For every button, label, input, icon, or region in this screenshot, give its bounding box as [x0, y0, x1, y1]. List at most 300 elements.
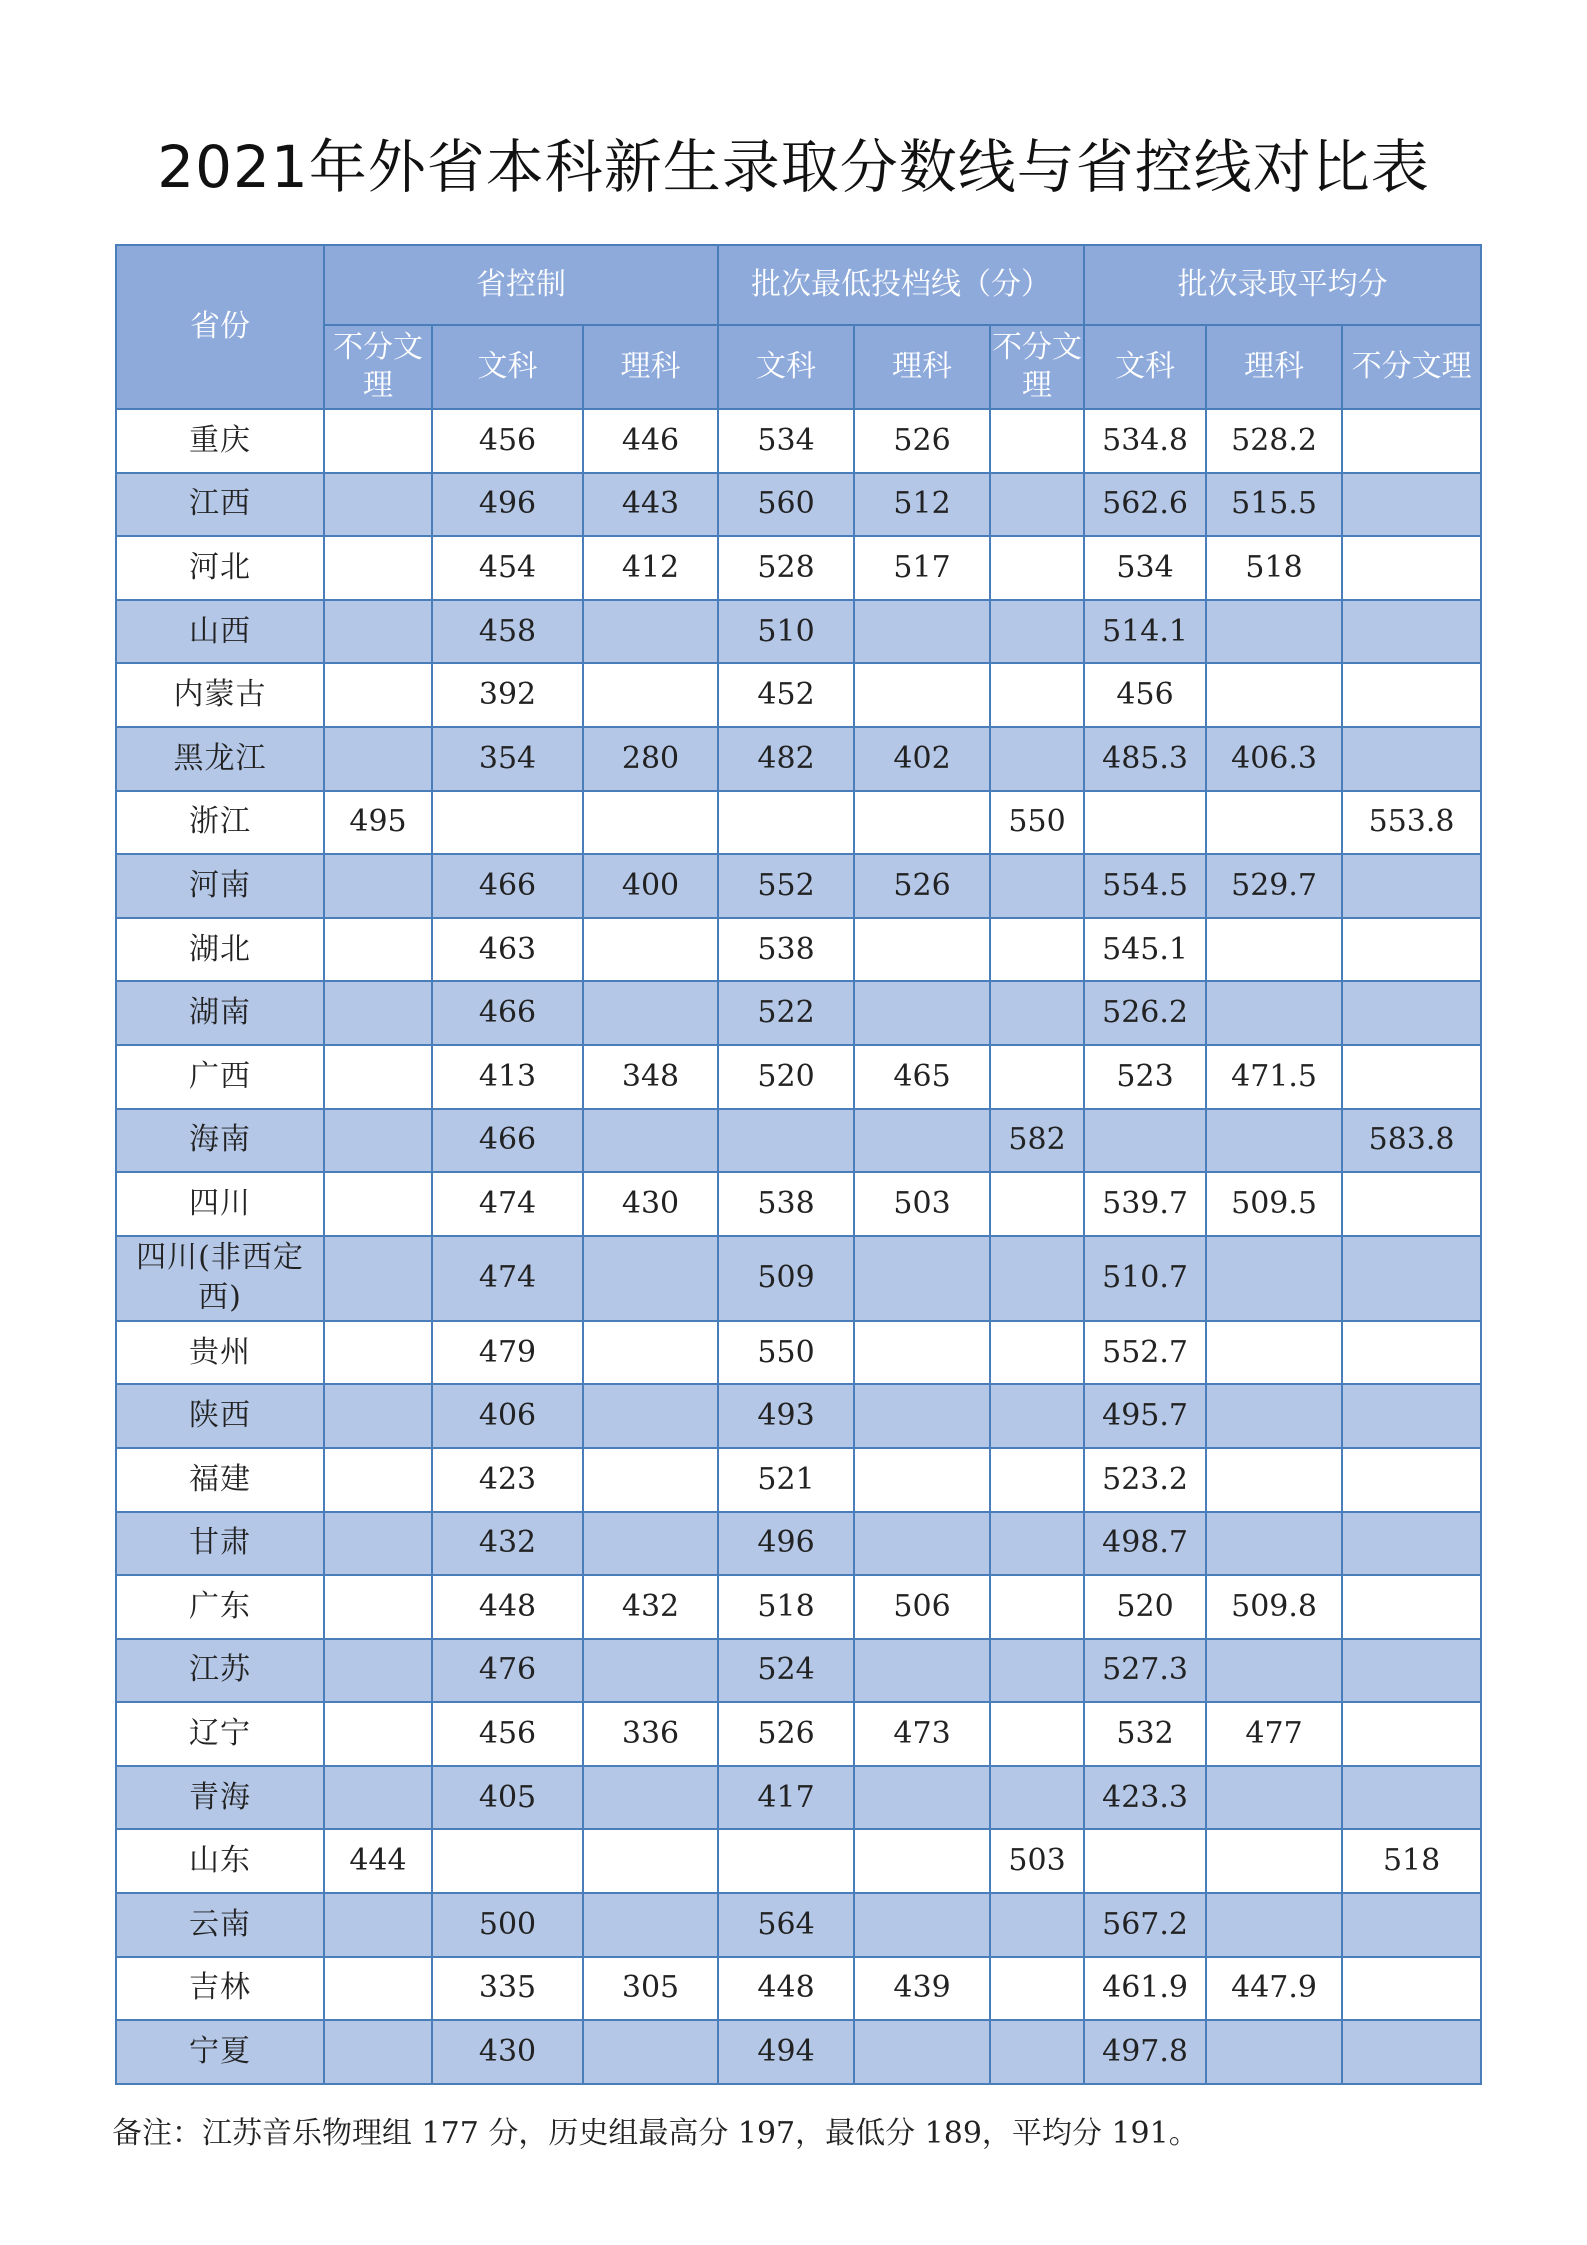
score-cell: 526: [854, 409, 990, 473]
score-cell: 474: [432, 1236, 583, 1321]
score-cell: 582: [990, 1109, 1084, 1173]
score-cell: 423: [432, 1448, 583, 1512]
score-cell: 523: [1084, 1045, 1206, 1109]
score-cell: [1206, 791, 1342, 855]
score-cell: [1342, 473, 1481, 537]
score-cell: 532: [1084, 1702, 1206, 1766]
table-row: [116, 2020, 1481, 2084]
score-cell: [432, 1829, 583, 1893]
score-cell: 550: [990, 791, 1084, 855]
table-row: [116, 1045, 1481, 1109]
score-cell: 336: [583, 1702, 718, 1766]
score-cell: [324, 1766, 432, 1830]
score-cell: 526: [718, 1702, 854, 1766]
province-cell: 广西: [116, 1045, 324, 1109]
score-cell: [583, 1893, 718, 1957]
score-cell: 432: [583, 1575, 718, 1639]
score-cell: 413: [432, 1045, 583, 1109]
province-cell: 贵州: [116, 1321, 324, 1385]
score-cell: [854, 663, 990, 727]
province-cell: 四川(非西定西): [116, 1236, 324, 1321]
score-cell: [1206, 1236, 1342, 1321]
score-cell: [583, 791, 718, 855]
score-cell: [1206, 1766, 1342, 1830]
province-cell: 河北: [116, 536, 324, 600]
score-cell: [324, 1384, 432, 1448]
score-cell: [854, 1893, 990, 1957]
score-cell: 528.2: [1206, 409, 1342, 473]
province-cell: 陕西: [116, 1384, 324, 1448]
score-cell: [1342, 1766, 1481, 1830]
score-cell: 518: [1206, 536, 1342, 600]
score-cell: 497.8: [1084, 2020, 1206, 2084]
province-cell: 广东: [116, 1575, 324, 1639]
score-cell: [324, 981, 432, 1045]
score-cell: [583, 1512, 718, 1576]
score-cell: 520: [1084, 1575, 1206, 1639]
score-cell: [854, 1448, 990, 1512]
footnote: 备注：江苏音乐物理组 177 分，历史组最高分 197，最低分 189，平均分 191。: [112, 2116, 1199, 2151]
score-cell: 496: [432, 473, 583, 537]
score-cell: [324, 1448, 432, 1512]
score-cell: 534: [718, 409, 854, 473]
score-cell: 539.7: [1084, 1172, 1206, 1236]
score-cell: 496: [718, 1512, 854, 1576]
score-cell: [990, 918, 1084, 982]
province-cell: 山东: [116, 1829, 324, 1893]
score-cell: [990, 1702, 1084, 1766]
score-cell: 406: [432, 1384, 583, 1448]
score-cell: [583, 918, 718, 982]
score-cell: [583, 1384, 718, 1448]
table-row: [116, 600, 1481, 664]
score-cell: [324, 1957, 432, 2021]
score-cell: [1084, 791, 1206, 855]
score-cell: 494: [718, 2020, 854, 2084]
score-cell: 305: [583, 1957, 718, 2021]
score-cell: [1206, 663, 1342, 727]
score-cell: 503: [854, 1172, 990, 1236]
score-cell: [718, 1829, 854, 1893]
score-cell: 514.1: [1084, 600, 1206, 664]
table-row: [116, 1321, 1481, 1385]
province-cell: 甘肃: [116, 1512, 324, 1576]
score-cell: [324, 1512, 432, 1576]
score-cell: [583, 1639, 718, 1703]
score-cell: [324, 600, 432, 664]
subheader-cell: 不分文理: [990, 325, 1084, 409]
table-row: [116, 1957, 1481, 2021]
score-cell: 446: [583, 409, 718, 473]
score-cell: [1342, 1893, 1481, 1957]
score-cell: [854, 918, 990, 982]
score-cell: [1342, 663, 1481, 727]
score-cell: 432: [432, 1512, 583, 1576]
score-cell: [990, 1957, 1084, 2021]
score-cell: [1342, 409, 1481, 473]
score-cell: [324, 536, 432, 600]
score-cell: 510.7: [1084, 1236, 1206, 1321]
table-row: [116, 1384, 1481, 1448]
score-cell: 506: [854, 1575, 990, 1639]
score-cell: 452: [718, 663, 854, 727]
score-cell: [854, 1236, 990, 1321]
header-province-control: 省控制: [324, 245, 718, 325]
score-cell: [1342, 918, 1481, 982]
score-cell: 461.9: [1084, 1957, 1206, 2021]
score-cell: 517: [854, 536, 990, 600]
province-cell: 云南: [116, 1893, 324, 1957]
score-cell: 550: [718, 1321, 854, 1385]
score-cell: [1206, 1321, 1342, 1385]
table-row: [116, 1236, 1481, 1321]
score-cell: [583, 1236, 718, 1321]
score-cell: [990, 1893, 1084, 1957]
table-row: [116, 1172, 1481, 1236]
score-cell: 392: [432, 663, 583, 727]
header-province: 省份: [116, 245, 324, 409]
subheader-cell: 理科: [583, 325, 718, 409]
score-cell: 463: [432, 918, 583, 982]
score-cell: 495: [324, 791, 432, 855]
score-cell: 522: [718, 981, 854, 1045]
score-cell: [1342, 1702, 1481, 1766]
score-cell: 348: [583, 1045, 718, 1109]
score-cell: [718, 791, 854, 855]
score-cell: 498.7: [1084, 1512, 1206, 1576]
score-cell: 485.3: [1084, 727, 1206, 791]
table-row: [116, 473, 1481, 537]
score-cell: [990, 1045, 1084, 1109]
score-cell: [718, 1109, 854, 1173]
score-cell: 354: [432, 727, 583, 791]
province-cell: 福建: [116, 1448, 324, 1512]
score-cell: 412: [583, 536, 718, 600]
score-cell: 503: [990, 1829, 1084, 1893]
score-cell: [854, 1321, 990, 1385]
score-cell: [1084, 1109, 1206, 1173]
table-row: [116, 1575, 1481, 1639]
subheader-cell: 文科: [1084, 325, 1206, 409]
score-cell: 447.9: [1206, 1957, 1342, 2021]
score-cell: 515.5: [1206, 473, 1342, 537]
score-cell: [324, 1702, 432, 1766]
score-cell: [1342, 600, 1481, 664]
score-cell: 402: [854, 727, 990, 791]
score-cell: 430: [583, 1172, 718, 1236]
score-cell: 444: [324, 1829, 432, 1893]
score-cell: 448: [432, 1575, 583, 1639]
score-cell: 477: [1206, 1702, 1342, 1766]
score-cell: [1206, 1109, 1342, 1173]
province-cell: 江苏: [116, 1639, 324, 1703]
score-cell: [990, 1236, 1084, 1321]
score-cell: [990, 2020, 1084, 2084]
score-cell: [1206, 600, 1342, 664]
score-cell: [1342, 1957, 1481, 2021]
table-row: [116, 536, 1481, 600]
score-cell: [990, 1639, 1084, 1703]
subheader-cell: 不分文理: [324, 325, 432, 409]
score-cell: 454: [432, 536, 583, 600]
subheader-cell: 文科: [718, 325, 854, 409]
score-cell: 466: [432, 1109, 583, 1173]
score-cell: [990, 727, 1084, 791]
score-cell: [1342, 1512, 1481, 1576]
score-cell: [854, 600, 990, 664]
score-cell: [1342, 1321, 1481, 1385]
score-cell: 545.1: [1084, 918, 1206, 982]
score-cell: [583, 1109, 718, 1173]
score-cell: 479: [432, 1321, 583, 1385]
score-cell: [324, 473, 432, 537]
score-cell: [854, 1766, 990, 1830]
score-cell: [990, 473, 1084, 537]
score-cell: [1206, 1512, 1342, 1576]
subheader-cell: 不分文理: [1342, 325, 1481, 409]
table-row: [116, 854, 1481, 918]
score-cell: [324, 727, 432, 791]
score-cell: 518: [718, 1575, 854, 1639]
table-row: [116, 1702, 1481, 1766]
score-cell: [324, 1109, 432, 1173]
score-cell: [583, 981, 718, 1045]
score-cell: [1206, 1829, 1342, 1893]
score-cell: [990, 1575, 1084, 1639]
score-cell: 526.2: [1084, 981, 1206, 1045]
score-table: [115, 244, 1482, 2085]
table-row: [116, 1512, 1481, 1576]
score-cell: 520: [718, 1045, 854, 1109]
score-cell: [990, 854, 1084, 918]
score-cell: 495.7: [1084, 1384, 1206, 1448]
score-cell: [854, 981, 990, 1045]
score-cell: [1342, 1384, 1481, 1448]
province-cell: 青海: [116, 1766, 324, 1830]
score-cell: 474: [432, 1172, 583, 1236]
score-cell: 534: [1084, 536, 1206, 600]
score-cell: 465: [854, 1045, 990, 1109]
score-cell: [990, 1172, 1084, 1236]
score-cell: [583, 663, 718, 727]
score-cell: 567.2: [1084, 1893, 1206, 1957]
score-cell: 509.8: [1206, 1575, 1342, 1639]
score-cell: [1342, 981, 1481, 1045]
score-cell: [990, 1448, 1084, 1512]
province-cell: 辽宁: [116, 1702, 324, 1766]
score-cell: 534.8: [1084, 409, 1206, 473]
score-cell: [324, 1321, 432, 1385]
score-cell: 510: [718, 600, 854, 664]
score-cell: 526: [854, 854, 990, 918]
header-min-line: 批次最低投档线（分）: [718, 245, 1084, 325]
score-cell: 456: [432, 1702, 583, 1766]
subheader-cell: 文科: [432, 325, 583, 409]
score-cell: [990, 1384, 1084, 1448]
score-cell: [1342, 1448, 1481, 1512]
score-cell: 439: [854, 1957, 990, 2021]
score-cell: [324, 1639, 432, 1703]
score-cell: 430: [432, 2020, 583, 2084]
score-cell: 406.3: [1206, 727, 1342, 791]
score-cell: [990, 536, 1084, 600]
score-cell: 443: [583, 473, 718, 537]
table-row: [116, 1109, 1481, 1173]
score-cell: [1342, 854, 1481, 918]
province-cell: 湖南: [116, 981, 324, 1045]
score-cell: 473: [854, 1702, 990, 1766]
score-cell: 524: [718, 1639, 854, 1703]
score-cell: 417: [718, 1766, 854, 1830]
table-row: [116, 409, 1481, 473]
province-cell: 海南: [116, 1109, 324, 1173]
score-cell: [990, 409, 1084, 473]
score-cell: [324, 1236, 432, 1321]
province-cell: 河南: [116, 854, 324, 918]
score-cell: [1342, 1575, 1481, 1639]
score-cell: [324, 918, 432, 982]
table-row: [116, 1893, 1481, 1957]
score-cell: 509: [718, 1236, 854, 1321]
subheader-cell: 理科: [854, 325, 990, 409]
score-cell: 521: [718, 1448, 854, 1512]
score-cell: [1206, 1448, 1342, 1512]
province-cell: 黑龙江: [116, 727, 324, 791]
score-cell: 476: [432, 1639, 583, 1703]
score-cell: [1342, 1236, 1481, 1321]
score-cell: [1342, 1045, 1481, 1109]
score-cell: [432, 791, 583, 855]
score-cell: [324, 1172, 432, 1236]
score-cell: 466: [432, 854, 583, 918]
score-cell: 564: [718, 1893, 854, 1957]
score-cell: 560: [718, 473, 854, 537]
score-cell: 523.2: [1084, 1448, 1206, 1512]
province-cell: 吉林: [116, 1957, 324, 2021]
province-cell: 宁夏: [116, 2020, 324, 2084]
score-cell: [854, 2020, 990, 2084]
score-cell: [324, 854, 432, 918]
province-cell: 湖北: [116, 918, 324, 982]
province-cell: 重庆: [116, 409, 324, 473]
province-cell: 内蒙古: [116, 663, 324, 727]
province-cell: 山西: [116, 600, 324, 664]
score-cell: 405: [432, 1766, 583, 1830]
score-cell: 466: [432, 981, 583, 1045]
score-cell: [1342, 1172, 1481, 1236]
score-cell: 458: [432, 600, 583, 664]
score-cell: [583, 1321, 718, 1385]
score-cell: [1084, 1829, 1206, 1893]
page-title: 2021年外省本科新生录取分数线与省控线对比表: [157, 133, 1430, 201]
score-cell: 552: [718, 854, 854, 918]
table-row: [116, 918, 1481, 982]
score-cell: 456: [1084, 663, 1206, 727]
score-cell: 335: [432, 1957, 583, 2021]
score-cell: [854, 791, 990, 855]
score-cell: 562.6: [1084, 473, 1206, 537]
score-cell: 493: [718, 1384, 854, 1448]
score-cell: 583.8: [1342, 1109, 1481, 1173]
score-cell: 400: [583, 854, 718, 918]
score-cell: 538: [718, 1172, 854, 1236]
score-cell: [990, 1766, 1084, 1830]
score-cell: [1342, 2020, 1481, 2084]
score-cell: [583, 1448, 718, 1512]
score-cell: 448: [718, 1957, 854, 2021]
table-row: [116, 1829, 1481, 1893]
score-cell: [1206, 1639, 1342, 1703]
score-cell: 500: [432, 1893, 583, 1957]
header-average: 批次录取平均分: [1084, 245, 1481, 325]
score-cell: [324, 1045, 432, 1109]
score-cell: [1206, 981, 1342, 1045]
score-cell: [854, 1639, 990, 1703]
score-cell: 554.5: [1084, 854, 1206, 918]
score-cell: 552.7: [1084, 1321, 1206, 1385]
province-cell: 四川: [116, 1172, 324, 1236]
score-cell: 423.3: [1084, 1766, 1206, 1830]
table-row: [116, 981, 1481, 1045]
score-cell: [990, 1321, 1084, 1385]
table-row: [116, 1448, 1481, 1512]
score-cell: [324, 409, 432, 473]
score-cell: [1342, 1639, 1481, 1703]
table-row: [116, 727, 1481, 791]
province-cell: 浙江: [116, 791, 324, 855]
score-cell: 509.5: [1206, 1172, 1342, 1236]
province-cell: 江西: [116, 473, 324, 537]
score-cell: 512: [854, 473, 990, 537]
table-row: [116, 663, 1481, 727]
score-cell: [854, 1512, 990, 1576]
score-cell: 529.7: [1206, 854, 1342, 918]
table-row: [116, 1639, 1481, 1703]
table-row: [116, 1766, 1481, 1830]
score-cell: [324, 2020, 432, 2084]
score-cell: [1342, 536, 1481, 600]
score-cell: 528: [718, 536, 854, 600]
score-cell: [1206, 918, 1342, 982]
score-cell: [583, 2020, 718, 2084]
subheader-cell: 理科: [1206, 325, 1342, 409]
score-cell: [990, 600, 1084, 664]
score-cell: 280: [583, 727, 718, 791]
score-cell: 553.8: [1342, 791, 1481, 855]
score-cell: [990, 663, 1084, 727]
score-cell: 527.3: [1084, 1639, 1206, 1703]
table-row: [116, 791, 1481, 855]
score-cell: [1206, 1893, 1342, 1957]
score-cell: [1342, 727, 1481, 791]
score-cell: 471.5: [1206, 1045, 1342, 1109]
score-cell: [583, 1829, 718, 1893]
score-cell: 456: [432, 409, 583, 473]
score-cell: [583, 600, 718, 664]
score-cell: [854, 1109, 990, 1173]
score-cell: [324, 1575, 432, 1639]
score-cell: [1206, 2020, 1342, 2084]
score-cell: [1206, 1384, 1342, 1448]
score-cell: [324, 1893, 432, 1957]
score-cell: [990, 1512, 1084, 1576]
score-cell: 482: [718, 727, 854, 791]
score-cell: [990, 981, 1084, 1045]
score-cell: [854, 1384, 990, 1448]
score-cell: 518: [1342, 1829, 1481, 1893]
score-cell: [583, 1766, 718, 1830]
score-cell: [324, 663, 432, 727]
